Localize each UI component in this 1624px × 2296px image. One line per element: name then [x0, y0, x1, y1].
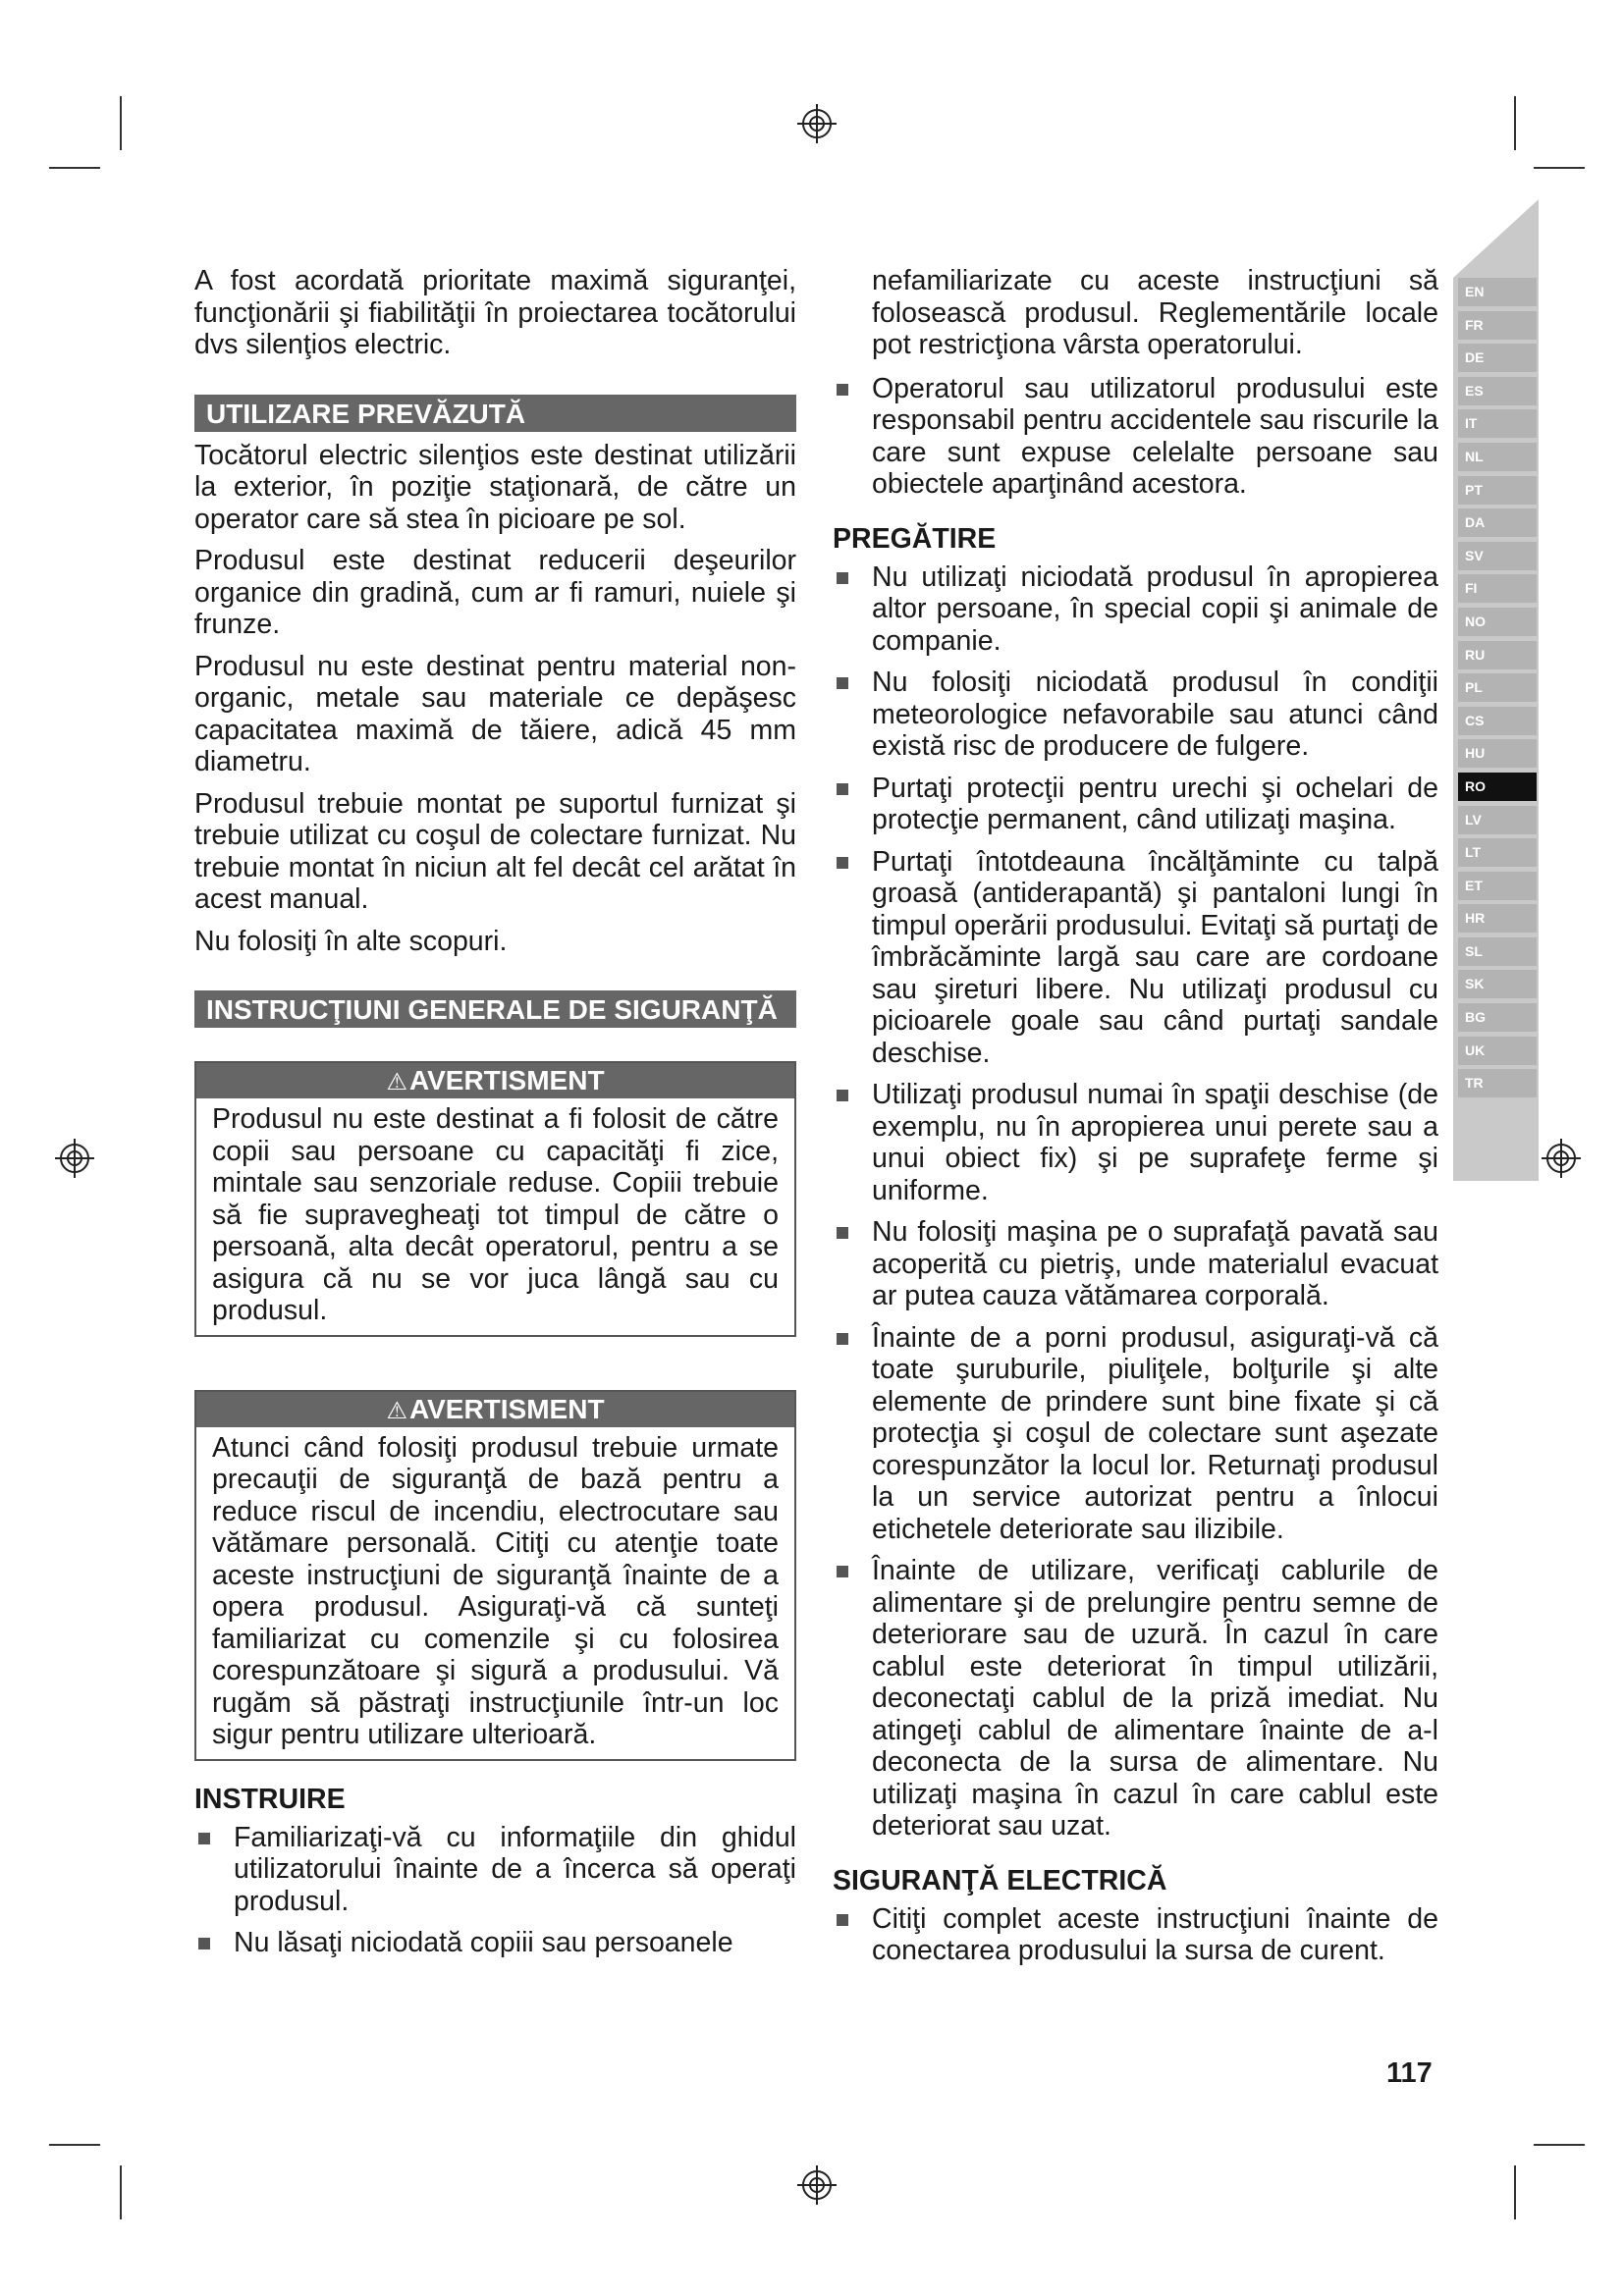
bullet-icon: [837, 783, 848, 795]
crop-mark: [49, 167, 100, 169]
language-index: [1458, 278, 1537, 1102]
list-item: Purtaţi protecţii pentru urechi şi ochelari de protecţie permanent, când utilizaţi maşina.: [833, 773, 1438, 836]
list-item: Familiarizaţi-vă cu informaţiile din ghidul utilizatorului înainte de a încerca să operaţi produsul.: [194, 1822, 796, 1918]
continued-list-text: nefamiliarizate cu aceste instrucţiuni să folosească produsul. Reglementările locale pot restricţiona vârsta operatorului.: [872, 265, 1438, 360]
warning-triangle-icon: ⚠: [386, 1069, 407, 1095]
language-tab-bg: BG: [1458, 1003, 1537, 1032]
language-tab-pt: PT: [1458, 476, 1537, 505]
training-list: [194, 1822, 796, 1959]
paragraph: Produsul trebuie montat pe suportul furnizat şi trebuie utilizat cu coşul de colectare furnizat. Nu trebuie montat în niciun alt fel decât cel arătat în acest manual.: [194, 787, 796, 915]
language-tab-ru: RU: [1458, 641, 1537, 669]
training-list-continued: [833, 373, 1438, 501]
warning-header: [196, 1392, 794, 1427]
list-item: Înainte de a porni produsul, asiguraţi-vă că toate şuruburile, piuliţele, bolţurile şi alte elemente de prindere sunt bine fixate şi că protecţia şi coşul de colectare sunt aşezate corespunzător la locul lor. Returnaţi produsul la un service autorizat pentru a înlocui etichetele deteriorate sau ilizibile.: [833, 1322, 1438, 1546]
language-tab-fi: FI: [1458, 574, 1537, 603]
paragraph: Tocătorul electric silenţios este destinat utilizării la exterior, în poziţie staţionară, de către un operator care să stea în picioare pe sol.: [194, 439, 796, 535]
crop-mark: [49, 2144, 100, 2146]
warning-title: AVERTISMENT: [408, 1065, 605, 1095]
language-tab-fr: FR: [1458, 311, 1537, 340]
crop-mark: [1534, 2144, 1585, 2146]
section-heading-intended-use: UTILIZARE PREVĂZUTĂ: [194, 395, 796, 432]
bullet-icon: [837, 857, 848, 869]
registration-mark-icon: [797, 2165, 837, 2205]
language-tab-pl: PL: [1458, 673, 1537, 702]
warning-triangle-icon: ⚠: [386, 1397, 407, 1424]
bullet-icon: [198, 1833, 210, 1844]
bullet-icon: [837, 1333, 848, 1345]
section-heading-electrical-safety: SIGURANŢĂ ELECTRICĂ: [833, 1864, 1167, 1896]
language-tab-ro: RO: [1458, 773, 1537, 801]
language-tab-no: NO: [1458, 608, 1537, 636]
language-tab-sk: SK: [1458, 970, 1537, 998]
list-item: Nu folosiţi maşina pe o suprafaţă pavată sau acoperită cu pietriş, unde materialul evacuat ar putea cauza vătămarea corporală.: [833, 1216, 1438, 1312]
language-tab-tr: TR: [1458, 1069, 1537, 1097]
language-tab-lv: LV: [1458, 806, 1537, 834]
language-tab-cs: CS: [1458, 707, 1537, 735]
bullet-icon: [837, 1566, 848, 1577]
language-tab-en: EN: [1458, 278, 1537, 306]
list-item: Citiţi complet aceste instrucţiuni înainte de conectarea produsului la sursa de curent.: [833, 1903, 1438, 1967]
bullet-icon: [837, 677, 848, 689]
intro-paragraph: A fost acordată prioritate maximă siguranţei, funcţionării şi fiabilităţii în proiectarea tocătorului dvs silenţios electric.: [194, 265, 796, 360]
bullet-icon: [837, 1227, 848, 1239]
list-item: Operatorul sau utilizatorul produsului este responsabil pentru accidentele sau riscurile la care sunt expuse celelalte persoane sau obiectele aparţinând acestora.: [833, 373, 1438, 501]
language-tab-es: ES: [1458, 377, 1537, 405]
right-column: [833, 265, 1438, 1977]
bullet-icon: [837, 572, 848, 584]
language-tab-hu: HU: [1458, 739, 1537, 768]
list-item: Utilizaţi produsul numai în spaţii deschise (de exemplu, nu în apropierea unui perete sau a unui obiect fix) şi pe suprafeţe ferme şi uniforme.: [833, 1079, 1438, 1206]
crop-mark: [120, 96, 122, 150]
preparation-list: [833, 561, 1438, 1842]
language-tab-hr: HR: [1458, 904, 1537, 933]
paragraph: Produsul este destinat reducerii deşeurilor organice din gradină, cum ar fi ramuri, nuiele şi frunze.: [194, 545, 796, 640]
language-tab-sv: SV: [1458, 542, 1537, 570]
page-number: 117: [1386, 2057, 1433, 2089]
list-item: Înainte de utilizare, verificaţi cablurile de alimentare şi de prelungire pentru semne de deteriorare sau de uzură. În cazul în care cablul este deteriorat în timpul utilizării, deconectaţi cablul de la priză imediat. Nu atingeţi cablul de alimentare înainte de a-l deconecta de la sursa de alimentare. Nu utilizaţi maşina în cazul în care cablul este deteriorat sau uzat.: [833, 1555, 1438, 1842]
section-heading-general-safety: INSTRUCŢIUNI GENERALE DE SIGURANŢĂ: [194, 990, 796, 1028]
paragraph: Nu folosiţi în alte scopuri.: [194, 925, 508, 957]
language-tab-et: ET: [1458, 872, 1537, 900]
crop-mark: [1534, 167, 1585, 169]
language-tab-it: IT: [1458, 409, 1537, 438]
registration-mark-icon: [797, 104, 837, 143]
crop-mark: [1514, 2165, 1516, 2219]
registration-mark-icon: [55, 1139, 94, 1178]
bullet-icon: [837, 1090, 848, 1101]
language-tab-uk: UK: [1458, 1037, 1537, 1065]
language-tab-da: DA: [1458, 508, 1537, 537]
section-heading-preparation: PREGĂTIRE: [833, 522, 997, 555]
bullet-icon: [837, 1914, 848, 1926]
warning-text: Atunci când folosiţi produsul trebuie urmate precauţii de siguranţă de bază pentru a reduce riscul de incendiu, electrocutare sau vătămare personală. Citiţi cu atenţie toate aceste instrucţiuni de siguranţă înainte de a opera produsul. Asiguraţi-vă că sunteţi familiarizat cu comenzile şi cu folosirea corespunzătoare şi sigură a produsului. Vă rugăm să păstraţi instrucţiunile într-un loc sigur pentru utilizare ulterioară.: [212, 1431, 779, 1750]
list-item: Nu folosiţi niciodată produsul în condiţii meteorologice nefavorabile sau atunci când există risc de producere de fulgere.: [833, 667, 1438, 763]
electrical-safety-list: [833, 1903, 1438, 1967]
language-tab-lt: LT: [1458, 838, 1537, 867]
list-item: Nu lăsaţi niciodată copiii sau persoanele: [194, 1927, 796, 1959]
language-tab-sl: SL: [1458, 937, 1537, 966]
crop-mark: [120, 2165, 122, 2219]
section-heading-training: INSTRUIRE: [194, 1783, 346, 1815]
language-tab-nl: NL: [1458, 443, 1537, 471]
warning-text: Produsul nu este destinat a fi folosit de către copii sau persoane cu capacităţi fi zice, mintale sau senzoriale reduse. Copiii trebuie să fie supravegheaţi tot timpul de către o persoană, alta decât operatorul, pentru a se asigura că nu se vor juca lângă sau cu produsul.: [212, 1103, 779, 1326]
registration-mark-icon: [1542, 1139, 1581, 1178]
left-column: [194, 265, 796, 1969]
warning-box: [194, 1390, 796, 1761]
language-tab-de: DE: [1458, 344, 1537, 372]
list-item: Nu utilizaţi niciodată produsul în apropierea altor persoane, în special copii şi animale de companie.: [833, 561, 1438, 658]
warning-header: [196, 1063, 794, 1098]
crop-mark: [1514, 96, 1516, 150]
list-item: Purtaţi întotdeauna încălţăminte cu talpă groasă (antiderapantă) şi pantaloni lungi în timpul operării produsului. Evitaţi să purtaţi de îmbrăcăminte largă sau care are cordoane sau şireturi libere. Nu utilizaţi produsul cu picioarele goale sau când purtaţi sandale deschise.: [833, 846, 1438, 1070]
paragraph: Produsul nu este destinat pentru material non-organic, metale sau materiale ce depăşesc capacitatea maximă de tăiere, adică 45 mm diametru.: [194, 650, 796, 777]
bullet-icon: [198, 1938, 210, 1949]
warning-title: AVERTISMENT: [408, 1393, 605, 1424]
warning-box: [194, 1061, 796, 1337]
bullet-icon: [837, 384, 848, 396]
